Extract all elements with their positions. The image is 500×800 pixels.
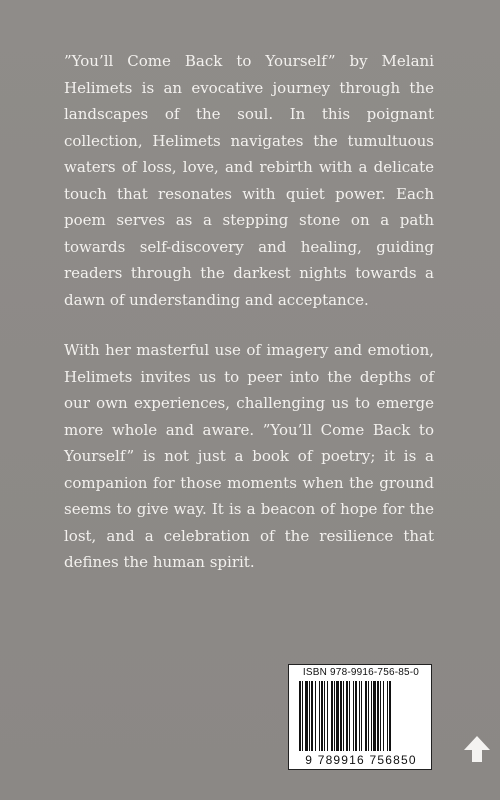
isbn-digits: 9 789916 756850 bbox=[305, 753, 417, 767]
barcode-bar bbox=[368, 681, 369, 751]
barcode-bars bbox=[299, 681, 425, 751]
barcode-bar bbox=[365, 681, 367, 751]
barcode-bar bbox=[327, 681, 328, 751]
barcode-bar bbox=[349, 681, 350, 751]
barcode-bar bbox=[340, 681, 342, 751]
barcode-bar bbox=[355, 681, 357, 751]
barcode-bar bbox=[346, 681, 348, 751]
barcode-bar bbox=[353, 681, 354, 751]
barcode-bar bbox=[321, 681, 323, 751]
barcode-bar bbox=[380, 681, 381, 751]
barcode-bar bbox=[383, 681, 384, 751]
arrow-up-icon bbox=[462, 734, 492, 764]
barcode-bar bbox=[302, 681, 303, 751]
barcode-bar bbox=[373, 681, 376, 751]
isbn-label: ISBN 978-9916-756-85-0 bbox=[302, 667, 420, 678]
barcode-bar bbox=[361, 681, 362, 751]
blurb-text bbox=[64, 48, 434, 600]
barcode-bar bbox=[315, 681, 316, 751]
barcode-bar bbox=[387, 681, 388, 751]
barcode-bar bbox=[311, 681, 313, 751]
barcode-bar bbox=[377, 681, 379, 751]
barcode-bar bbox=[371, 681, 372, 751]
barcode-bar bbox=[324, 681, 325, 751]
barcode-bar bbox=[359, 681, 360, 751]
barcode-bar bbox=[336, 681, 339, 751]
barcode-bar bbox=[309, 681, 310, 751]
barcode-bar bbox=[319, 681, 320, 751]
barcode-bar bbox=[334, 681, 335, 751]
barcode-bar bbox=[331, 681, 333, 751]
barcode-bar bbox=[343, 681, 344, 751]
barcode-bar bbox=[299, 681, 301, 751]
blurb-paragraph-2: With her masterful use of imagery and emotion, Helimets invites us to peer into the depths of our own experiences, challenging us to emerge more whole and aware. ”You’ll Come Back to Yourself” is not just a book of poetry; it is a companion for those moments when the ground seems to give way. It is a beacon of hope for the lost, and a celebration of the resilience that defines the human spirit. bbox=[64, 341, 434, 571]
isbn-barcode bbox=[288, 664, 432, 770]
barcode-bar bbox=[389, 681, 391, 751]
barcode-bar bbox=[305, 681, 308, 751]
blurb-paragraph-1: ”You’ll Come Back to Yourself” by Melani Helimets is an evocative journey through the landscapes of the soul. In this poignant collection, Helimets navigates the tumultuous waters of loss, love, and rebirth with a delicate touch that resonates with quiet power. Each poem serves as a stepping stone on a path towards self-discovery and healing, guiding readers through the darkest nights towards a dawn of understanding and acceptance. bbox=[64, 52, 434, 309]
